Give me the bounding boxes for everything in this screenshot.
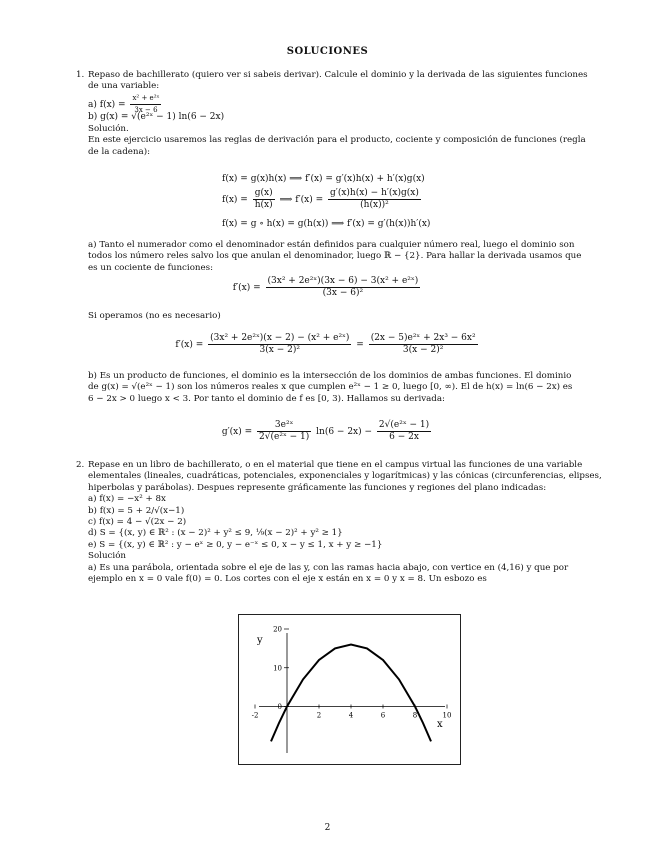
- y-axis-label: y: [257, 635, 263, 646]
- rule2-num: g(x): [253, 188, 275, 200]
- q2-item-c: c) f(x) = 4 − √(2x − 2): [88, 517, 187, 528]
- q1-intro-line2: de una variable:: [88, 81, 160, 92]
- rule2-frac1: [253, 188, 275, 211]
- q1-item-b: [88, 112, 224, 122]
- q2-intro-line3: hiperbolas y parábolas). Despues represente gráficamente las funciones y regiones del plano indicadas:: [88, 482, 547, 493]
- deriv-a-left: f′(x) =: [232, 283, 261, 293]
- x-tick-label-4: 8: [412, 711, 418, 720]
- deriv-b-left: g′(x) =: [221, 427, 253, 437]
- deriv-b-frac1: [257, 420, 311, 443]
- deriv-a-den: (3x − 6)²: [322, 288, 364, 298]
- q1-rules-line2: de la cadena):: [88, 146, 151, 157]
- q1-rules-line1: En este ejercicio usaremos las reglas de derivación para el producto, cociente y composición de funciones (regla: [88, 135, 586, 146]
- y-tick-label-0: 20: [273, 625, 282, 634]
- q1-a-label: a): [88, 100, 97, 110]
- deriv-a2-num: (3x² + 2e²ˣ)(x − 2) − (x² + e²ˣ): [210, 333, 350, 343]
- deriv-b-num2: 2√(e²ˣ − 1): [378, 420, 430, 430]
- deriv-a2: [0, 333, 655, 356]
- q1-b-expr: g(x) = √(e²ˣ − 1) ln(6 − 2x): [100, 112, 225, 122]
- deriv-a2-num2: (2x − 5)e²ˣ + 2x³ − 6x²: [370, 333, 476, 343]
- q2-number: 2.: [76, 460, 85, 470]
- q1-solution-intro: [88, 124, 608, 158]
- q1-b-solution: [88, 371, 608, 405]
- rule2-den: h(x): [254, 200, 273, 210]
- deriv-a-num: (3x² + 2e²ˣ)(3x − 6) − 3(x² + e²ˣ): [267, 276, 419, 286]
- rule-chain: f(x) = g ∘ h(x) = g(h(x)) ⟹ f′(x) = g′(h(x))h′(x): [222, 219, 431, 229]
- x-tick-label-2: 4: [348, 711, 354, 720]
- q1-a-expr-left: f(x) =: [99, 100, 126, 110]
- page-number: 2: [324, 823, 331, 833]
- deriv-a: [0, 276, 655, 299]
- deriv-a2-frac1: [208, 333, 351, 356]
- x-tick-label-0: -2: [251, 711, 259, 720]
- y-tick-label-2: 0: [277, 703, 282, 711]
- q2-item-b: b) f(x) = 5 + 2/√(x−1): [88, 505, 185, 516]
- parabola-plot: [238, 614, 461, 765]
- q2-item-d: d) S = {(x, y) ∈ ℝ² : (x − 2)² + y² ≤ 9, ⅑(x − 2)² + y² ≥ 1}: [88, 528, 343, 539]
- x-tick-label-1: 2: [316, 711, 322, 720]
- deriv-a2-eq: =: [356, 340, 364, 350]
- q1-intro-line1: Repaso de bachillerato (quiero ver si sabeis derivar). Calcule el dominio y la derivada de las siguientes funciones: [88, 70, 588, 80]
- x-tick-label-3: 6: [380, 711, 386, 720]
- q2-sol-line1: a) Es una parábola, orientada sobre el eje de las y, con las ramas hacia abajo, con vertice en (4,16) y que por: [88, 562, 569, 573]
- q1-a-denominator: 3x − 6: [134, 106, 158, 114]
- q2-block: [88, 460, 608, 585]
- deriv-b-den2: 6 − 2x: [389, 432, 419, 442]
- q2-intro-line2: elementales (lineales, cuadráticas, potenciales, exponenciales y logarítmicas) y las cónicas (circunferencias, elipses,: [88, 471, 602, 482]
- deriv-b-num: 3e²ˣ: [257, 420, 311, 432]
- rule2-mid: ⟹ f′(x) =: [279, 195, 324, 205]
- q1-b-text-line2: de g(x) = √(e²ˣ − 1) son los números reales x que cumplen e²ˣ − 1 ≥ 0, luego [0, ∞). El de h(x) = ln(6 − 2x) es: [88, 382, 573, 393]
- page-title: SOLUCIONES: [286, 46, 369, 57]
- deriv-b: [0, 420, 655, 443]
- q2-solucion-label: Solución: [88, 551, 127, 562]
- rule-product: f(x) = g(x)h(x) ⟹ f′(x) = g′(x)h(x) + h′(x)g(x): [222, 174, 425, 184]
- deriv-a-frac: [266, 276, 421, 299]
- y-tick-label-1: 10: [273, 664, 282, 673]
- x-axis-label: x: [437, 719, 443, 730]
- q1-number: 1.: [76, 70, 85, 80]
- q1-b-label: b): [88, 112, 98, 122]
- rule-quotient: [222, 188, 423, 211]
- rule2-left: f(x) =: [222, 195, 248, 205]
- q1-a-text-line3: es un cociente de funciones:: [88, 262, 214, 273]
- deriv-b-mid: ln(6 − 2x) −: [316, 427, 373, 437]
- q2-item-a: a) f(x) = −x² + 8x: [88, 494, 166, 505]
- rule2-num2: g′(x)h(x) − h′(x)g(x): [330, 188, 419, 198]
- q1-a-text-line1: a) Tanto el numerador como el denominador están definidos para cualquier número real, luego el dominio son: [88, 240, 575, 250]
- deriv-b-frac2: [377, 420, 431, 443]
- q2-item-e: e) S = {(x, y) ∈ ℝ² : y − eˣ ≥ 0, y − e⁻ˣ ≤ 0, x − y ≤ 1, x + y ≥ −1}: [88, 539, 383, 550]
- q1-intro: [88, 70, 608, 93]
- rule2-frac2: [328, 188, 421, 211]
- q1-a-solution: [88, 240, 608, 274]
- series-line-0: [271, 645, 431, 742]
- x-tick-label-5: 10: [442, 711, 452, 720]
- deriv-a2-frac2: [369, 333, 478, 356]
- q1-solucion-label: Solución.: [88, 124, 129, 134]
- q1-b-text-line3: 6 − 2x > 0 luego x < 3. Por tanto el dominio de f es [0, 3). Hallamos su derivada:: [88, 393, 445, 404]
- deriv-b-den: 2√(e²ˣ − 1): [259, 432, 310, 442]
- q1-b-text-line1: b) Es un producto de funciones, el dominio es la intersección de los dominios de ambas funciones. El dominio: [88, 371, 572, 381]
- q1-a-text-line2: todos los número reles salvo los que anulan el denominador, luego ℝ − {2}. Para hallar la derivada usamos que: [88, 251, 582, 262]
- q1-a-numerator: x² + e²ˣ: [130, 93, 161, 105]
- q2-intro-line1: Repase en un libro de bachillerato, o en el material que tiene en el campus virtual las funciones de una variable: [88, 460, 583, 470]
- rule2-den2: (h(x))²: [360, 200, 389, 210]
- deriv-a2-left: f′(x) =: [175, 340, 204, 350]
- plot-canvas: [239, 615, 460, 764]
- deriv-a2-den: 3(x − 2)²: [259, 345, 300, 355]
- deriv-a2-den2: 3(x − 2)²: [402, 345, 444, 355]
- q1-si-operamos: Si operamos (no es necesario): [88, 311, 221, 321]
- q2-sol-line2: ejemplo en x = 0 vale f(0) = 0. Los cortes con el eje x están en x = 0 y x = 8. Un esbozo es: [88, 574, 487, 585]
